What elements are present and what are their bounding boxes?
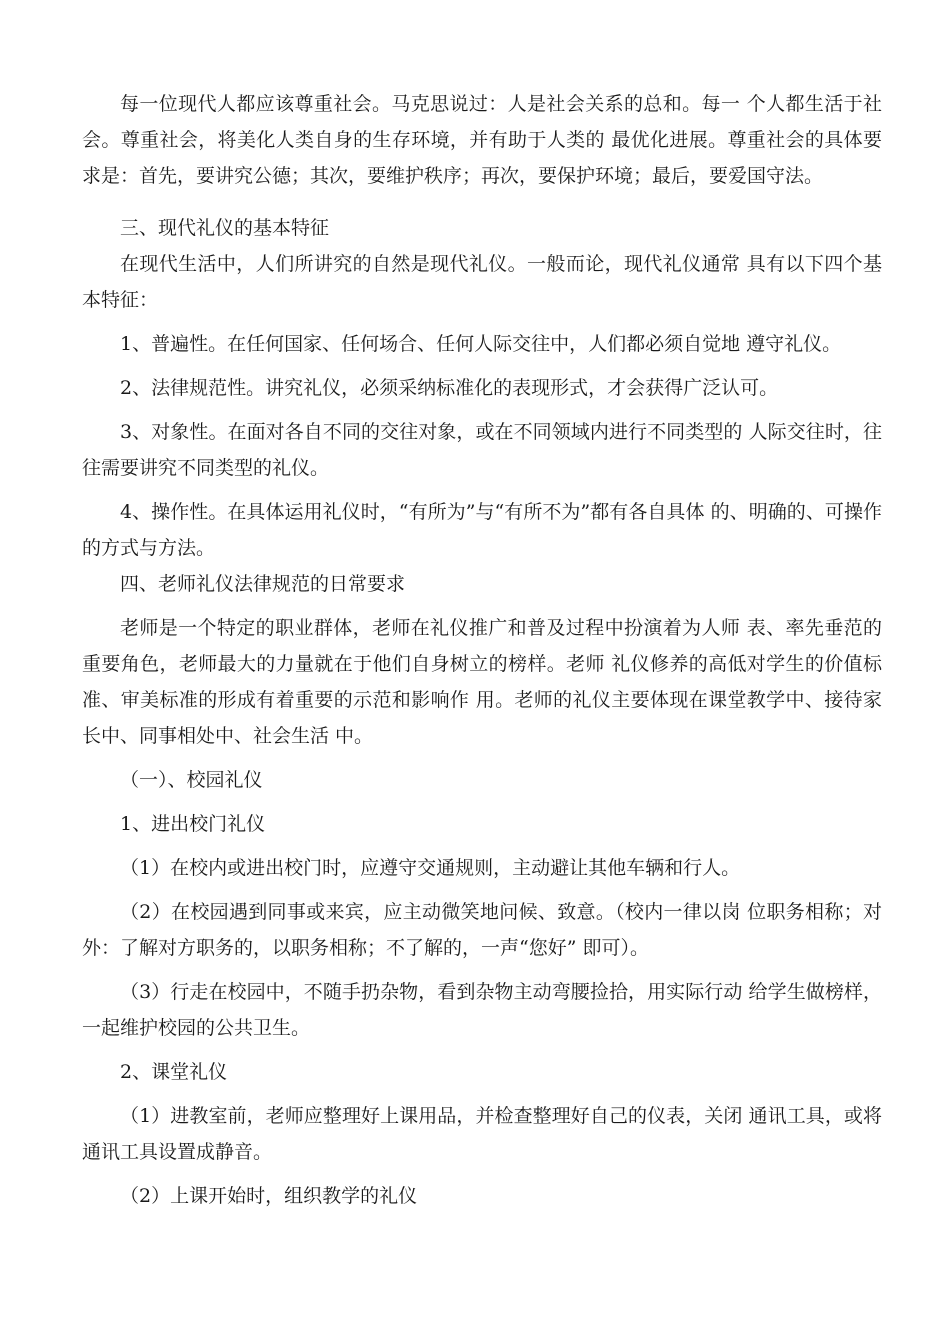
heading-gate-etiquette: 1、进出校门礼仪: [120, 813, 266, 835]
paragraph-gate-rule-2: （2）在校园遇到同事或来宾，应主动微笑地问候、致意。（校内一律以岗 位职务相称；对外：了解对方职务的，以职务相称；不了解的，一声“您好” 即可）。: [82, 901, 882, 959]
paragraph-object-specificity: 3、对象性。在面对各自不同的交往对象，或在不同领域内进行不同类型的 人际交往时，往往需要讲究不同类型的礼仪。: [82, 421, 882, 479]
heading-modern-etiquette-features: 三、现代礼仪的基本特征: [120, 217, 330, 239]
paragraph-teacher-role: 老师是一个特定的职业群体，老师在礼仪推广和普及过程中扮演着为人师 表、率先垂范的重要角色，老师最大的力量就在于他们自身树立的榜样。老师 礼仪修养的高低对学生的价值标准、审美标准的形成有着重要的示范和影响作 用。老师的礼仪主要体现在课堂教学中、接待家长中、同事相处中、社会生活 中。: [82, 617, 882, 747]
paragraph-respect-society: 每一位现代人都应该尊重社会。马克思说过：人是社会关系的总和。每一 个人都生活于社会。尊重社会，将美化人类自身的生存环境，并有助于人类的 最优化进展。尊重社会的具体要求是：首先，要讲究公德；其次，要维护秩序；再次，要保护环境；最后，要爱国守法。: [82, 93, 882, 187]
heading-classroom-etiquette: 2、课堂礼仪: [120, 1061, 228, 1083]
paragraph-features-intro: 在现代生活中，人们所讲究的自然是现代礼仪。一般而论，现代礼仪通常 具有以下四个基本特征：: [82, 253, 882, 311]
paragraph-gate-rule-1: （1）在校内或进出校门时，应遵守交通规则，主动避让其他车辆和行人。: [120, 857, 741, 879]
document-page: [82, 86, 882, 1214]
heading-teacher-etiquette: 四、老师礼仪法律规范的日常要求: [120, 573, 406, 595]
paragraph-classroom-rule-2: （2）上课开始时，组织教学的礼仪: [120, 1185, 418, 1207]
paragraph-universality: 1、普遍性。在任何国家、任何场合、任何人际交往中，人们都必须自觉地 遵守礼仪。: [120, 333, 842, 355]
paragraph-operability: 4、操作性。在具体运用礼仪时，“有所为”与“有所不为”都有各自具体 的、明确的、可操作的方式与方法。: [82, 501, 882, 559]
heading-campus-etiquette: （一）、校园礼仪: [120, 769, 263, 791]
paragraph-gate-rule-3: （3）行走在校园中，不随手扔杂物，看到杂物主动弯腰捡拾，用实际行动 给学生做榜样，一起维护校园的公共卫生。: [82, 981, 882, 1039]
paragraph-classroom-rule-1: （1）进教室前，老师应整理好上课用品，并检查整理好自己的仪表，关闭 通讯工具，或将通讯工具设置成静音。: [82, 1105, 882, 1163]
paragraph-normativity: 2、法律规范性。讲究礼仪，必须采纳标准化的表现形式，才会获得广泛认可。: [120, 377, 779, 399]
